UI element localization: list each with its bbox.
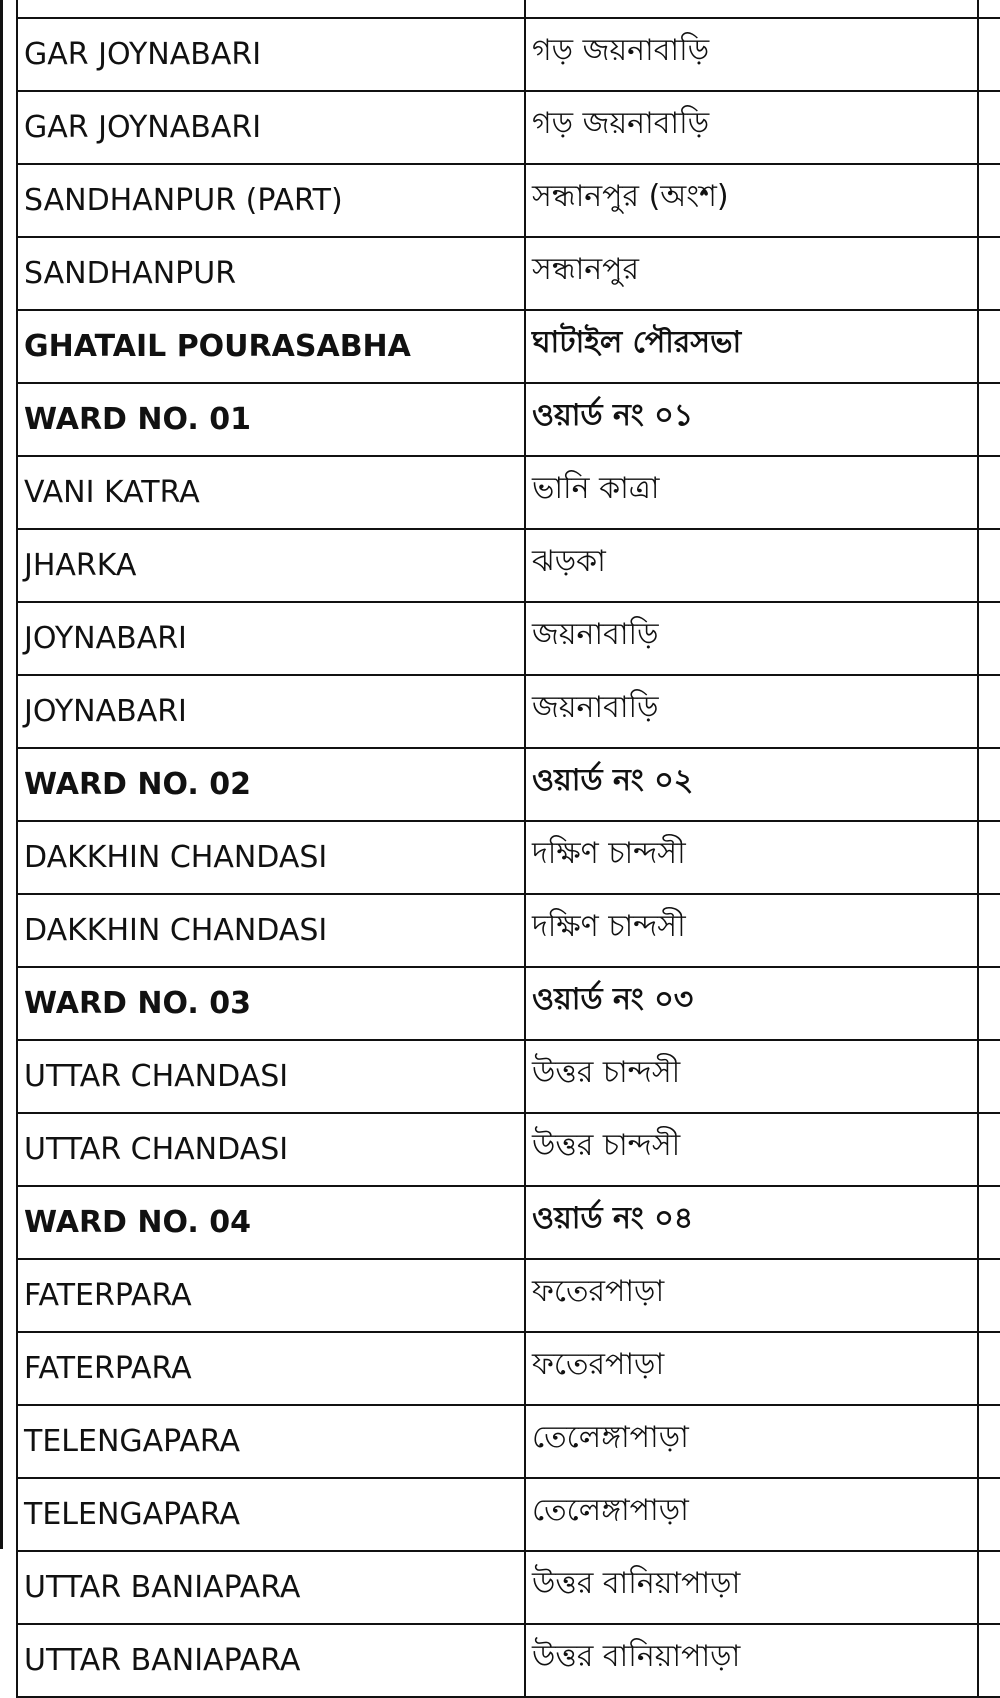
table-row [17, 164, 1000, 237]
trailing-column-cell [978, 602, 1000, 675]
bengali-name-cell: উত্তর চান্দসী [525, 1113, 978, 1186]
bengali-name-cell [525, 0, 978, 18]
english-name-cell: WARD NO. 04 [17, 1186, 525, 1259]
bengali-name-cell: ঘাটাইল পৌরসভা [525, 310, 978, 383]
english-name-cell: FATERPARA [17, 1332, 525, 1405]
table-row [17, 91, 1000, 164]
trailing-column-cell [978, 456, 1000, 529]
place-name-table [16, 0, 1000, 1698]
trailing-column-cell [978, 1478, 1000, 1551]
trailing-column-cell [978, 1113, 1000, 1186]
bengali-name-cell: ওয়ার্ড নং ০১ [525, 383, 978, 456]
table-row [17, 675, 1000, 748]
english-name-cell: UTTAR BANIAPARA [17, 1624, 525, 1697]
bengali-name-cell: জয়নাবাড়ি [525, 675, 978, 748]
bengali-name-cell: ওয়ার্ড নং ০৪ [525, 1186, 978, 1259]
bengali-name-cell: উত্তর চান্দসী [525, 1040, 978, 1113]
table-row [17, 1624, 1000, 1697]
bengali-name-cell: জয়নাবাড়ি [525, 602, 978, 675]
english-name-cell: JOYNABARI [17, 602, 525, 675]
trailing-column-cell [978, 164, 1000, 237]
trailing-column-cell [978, 18, 1000, 91]
table-row [17, 1040, 1000, 1113]
english-name-cell: GAR JOYNABARI [17, 91, 525, 164]
english-name-cell: JOYNABARI [17, 675, 525, 748]
bengali-name-cell: সন্ধানপুর [525, 237, 978, 310]
table-row [17, 894, 1000, 967]
english-name-cell: FATERPARA [17, 1259, 525, 1332]
section-heading-row [17, 748, 1000, 821]
bengali-name-cell: ওয়ার্ড নং ০৩ [525, 967, 978, 1040]
bengali-name-cell: দক্ষিণ চান্দসী [525, 894, 978, 967]
bengali-name-cell: উত্তর বানিয়াপাড়া [525, 1551, 978, 1624]
section-heading-row [17, 1186, 1000, 1259]
bengali-name-cell: গড় জয়নাবাড়ি [525, 18, 978, 91]
english-name-cell: GHATAIL POURASABHA [17, 310, 525, 383]
bengali-name-cell: ভানি কাত্রা [525, 456, 978, 529]
trailing-column-cell [978, 1332, 1000, 1405]
english-name-cell: TELENGAPARA [17, 1478, 525, 1551]
table-row [17, 0, 1000, 18]
trailing-column-cell [978, 1259, 1000, 1332]
english-name-cell: DAKKHIN CHANDASI [17, 894, 525, 967]
english-name-cell: SANDHANPUR (PART) [17, 164, 525, 237]
english-name-cell [17, 0, 525, 18]
table-row [17, 602, 1000, 675]
english-name-cell: UTTAR BANIAPARA [17, 1551, 525, 1624]
table-row [17, 529, 1000, 602]
bengali-name-cell: তেলেঙ্গাপাড়া [525, 1478, 978, 1551]
left-border-rule [0, 0, 3, 1549]
english-name-cell: WARD NO. 03 [17, 967, 525, 1040]
trailing-column-cell [978, 529, 1000, 602]
table-row [17, 456, 1000, 529]
table-row [17, 821, 1000, 894]
trailing-column-cell [978, 1551, 1000, 1624]
bengali-name-cell: তেলেঙ্গাপাড়া [525, 1405, 978, 1478]
trailing-column-cell [978, 1405, 1000, 1478]
table-row [17, 1405, 1000, 1478]
english-name-cell: SANDHANPUR [17, 237, 525, 310]
trailing-column-cell [978, 967, 1000, 1040]
trailing-column-cell [978, 1186, 1000, 1259]
trailing-column-cell [978, 894, 1000, 967]
section-heading-row [17, 310, 1000, 383]
english-name-cell: TELENGAPARA [17, 1405, 525, 1478]
trailing-column-cell [978, 748, 1000, 821]
trailing-column-cell [978, 1624, 1000, 1697]
table-row [17, 1332, 1000, 1405]
table-row [17, 1113, 1000, 1186]
trailing-column-cell [978, 0, 1000, 18]
bengali-name-cell: ঝড়কা [525, 529, 978, 602]
section-heading-row [17, 383, 1000, 456]
english-name-cell: VANI KATRA [17, 456, 525, 529]
table-row [17, 18, 1000, 91]
trailing-column-cell [978, 821, 1000, 894]
english-name-cell: JHARKA [17, 529, 525, 602]
trailing-column-cell [978, 383, 1000, 456]
english-name-cell: UTTAR CHANDASI [17, 1040, 525, 1113]
english-name-cell: GAR JOYNABARI [17, 18, 525, 91]
bengali-name-cell: উত্তর বানিয়াপাড়া [525, 1624, 978, 1697]
trailing-column-cell [978, 675, 1000, 748]
table-row [17, 1551, 1000, 1624]
table-row [17, 1478, 1000, 1551]
english-name-cell: WARD NO. 01 [17, 383, 525, 456]
trailing-column-cell [978, 91, 1000, 164]
bengali-name-cell: ফতেরপাড়া [525, 1332, 978, 1405]
bengali-name-cell: দক্ষিণ চান্দসী [525, 821, 978, 894]
bengali-name-cell: ওয়ার্ড নং ০২ [525, 748, 978, 821]
trailing-column-cell [978, 237, 1000, 310]
english-name-cell: WARD NO. 02 [17, 748, 525, 821]
english-name-cell: DAKKHIN CHANDASI [17, 821, 525, 894]
section-heading-row [17, 967, 1000, 1040]
table-row [17, 1259, 1000, 1332]
bengali-name-cell: সন্ধানপুর (অংশ) [525, 164, 978, 237]
bengali-name-cell: গড় জয়নাবাড়ি [525, 91, 978, 164]
place-name-table-body [17, 0, 1000, 1697]
trailing-column-cell [978, 310, 1000, 383]
trailing-column-cell [978, 1040, 1000, 1113]
bengali-name-cell: ফতেরপাড়া [525, 1259, 978, 1332]
english-name-cell: UTTAR CHANDASI [17, 1113, 525, 1186]
table-row [17, 237, 1000, 310]
